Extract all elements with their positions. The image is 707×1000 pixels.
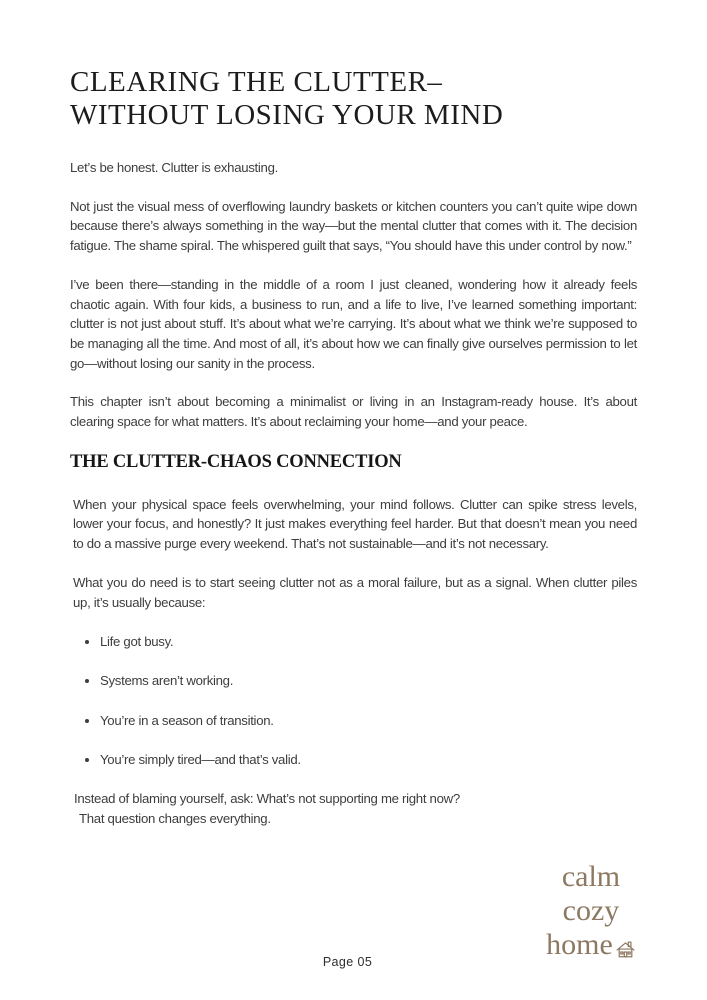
intro-paragraph-4: This chapter isn’t about becoming a minimalist or living in an Instagram-ready house. It’s about clearing space for what matters. It’s about reclaiming your home—and your peace. [70,394,637,430]
logo-word-calm: calm [561,860,621,893]
logo-word-cozy: cozy [562,894,620,927]
section-clutter-chaos [70,452,637,828]
intro-paragraph-1: Let’s be honest. Clutter is exhausting. [70,160,278,175]
section-paragraph-1: When your physical space feels overwhelming, your mind follows. Clutter can spike stress levels, lower your focus, and honestly? It just makes everything feel harder. But that doesn’t mean you need to do a massive purge every weekend. That’s not sustainable—and it’s not necessary. [73,496,637,552]
brand-logo [521,860,661,962]
intro-paragraph-2: Not just the visual mess of overflowing laundry baskets or kitchen counters you can’t quite wipe down because there’s always something in the way—but the mental clutter that comes with it. The decision fatigue. The shame spiral. The whispered guilt that says, “You should have this under control by now.” [70,198,637,254]
intro-paragraph-3: I’ve been there—standing in the middle of a room I just cleaned, wondering how it already feels chaotic again. With four kids, a business to run, and a life to live, I’ve learned something important: clutter is not just about stuff. It’s about what we’re carrying. It’s about what we think we’re supposed to be managing all the time. And most of all, it’s about how we can finally give ourselves permission to let go—without losing our sanity in the process. [70,276,637,371]
list-item: • Life got busy. [100,632,637,652]
page-number: Page 05 [322,955,373,969]
chapter-title [70,66,637,132]
section-paragraph-2: What you do need is to start seeing clutter not as a moral failure, but as a signal. When clutter piles up, it’s usually because: [73,574,637,610]
logo-word-home: home [546,928,613,961]
closing-note-line: That question changes everything. [79,810,271,826]
closing-question-line: Instead of blaming yourself, ask: What’s not supporting me right now? [74,791,460,807]
section-heading: THE CLUTTER-CHAOS CONNECTION [70,451,402,472]
page-content [70,66,637,828]
bullet-list [70,631,637,769]
closing-block [70,789,637,828]
list-item: • You’re simply tired—and that’s valid. [100,750,637,770]
chapter-title-line-2: WITHOUT LOSING YOUR MIND [70,99,504,131]
list-item: • Systems aren’t working. [100,671,637,691]
list-item: • You’re in a season of transition. [100,711,637,731]
chapter-title-line-1: CLEARING THE CLUTTER– [70,66,443,98]
